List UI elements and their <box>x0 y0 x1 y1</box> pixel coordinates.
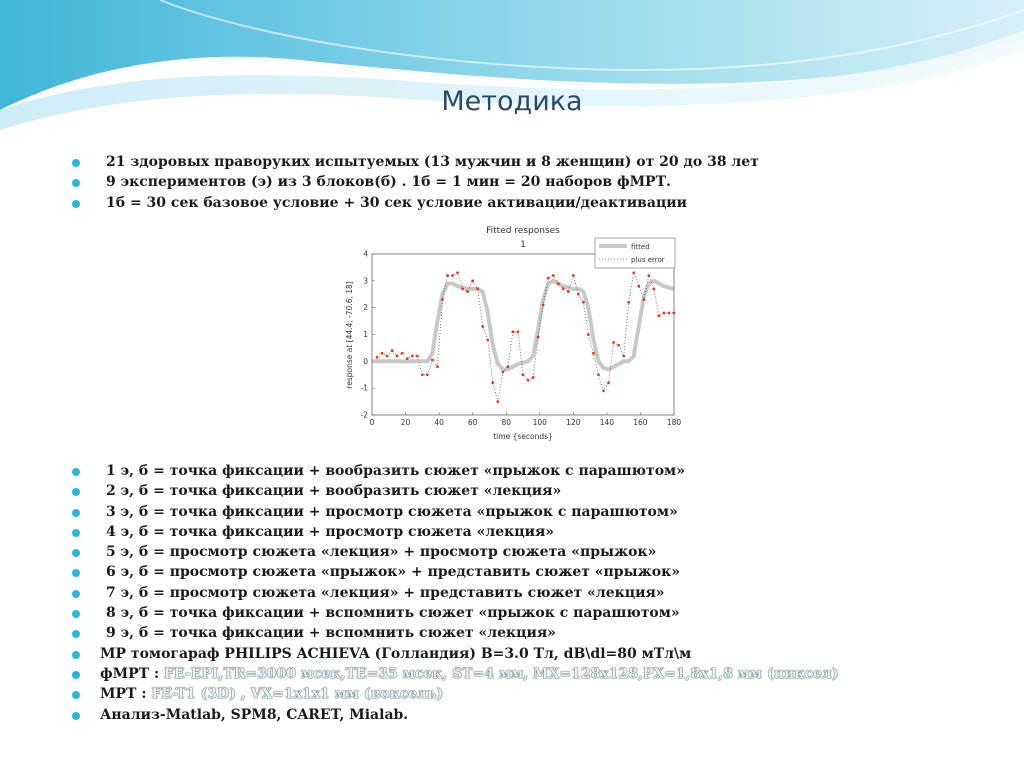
error-point <box>466 290 469 293</box>
x-tick-label: 20 <box>400 418 411 427</box>
legend-error-label: plus error <box>631 256 665 264</box>
error-point <box>632 271 635 274</box>
experiment-bullet-list <box>72 461 838 725</box>
error-point <box>396 355 399 358</box>
error-point <box>381 352 384 355</box>
error-point <box>461 287 464 290</box>
error-point <box>517 330 520 333</box>
error-point <box>436 365 439 368</box>
error-point <box>542 304 545 307</box>
error-point <box>622 355 625 358</box>
error-point <box>451 274 454 277</box>
error-point <box>486 338 489 341</box>
error-point <box>577 293 580 296</box>
mri-params-highlight: FE-T1 (3D) , VX=1x1x1 мм (воксель) <box>151 686 444 703</box>
y-tick-label: -1 <box>360 383 368 393</box>
x-tick-label: 160 <box>633 418 648 427</box>
error-point <box>572 274 575 277</box>
chart-subtitle: 1 <box>520 240 526 250</box>
slide-title: Методика <box>441 86 583 117</box>
error-point <box>481 325 484 328</box>
error-point <box>537 336 540 339</box>
x-tick-label: 140 <box>599 418 615 427</box>
error-point <box>663 312 666 315</box>
chart-x-label: time {seconds} <box>493 432 553 441</box>
error-point <box>557 282 560 285</box>
error-point <box>668 312 671 315</box>
fmri-params-highlight: FE-EPI,TR=3000 мсек,TE=35 мсек, ST=4 мм, MX=128x128,PX=1,8x1,8 мм (пиксел) <box>163 665 839 682</box>
error-point <box>562 287 565 290</box>
error-point <box>607 381 610 384</box>
error-point <box>496 400 499 403</box>
error-point <box>446 274 449 277</box>
bullet-block-structure: 1б = 30 сек базовое условие + 30 сек условие активации/деактивации <box>72 193 759 213</box>
error-point <box>658 314 661 317</box>
error-point <box>501 371 504 374</box>
error-point <box>522 373 525 376</box>
error-point <box>426 373 429 376</box>
y-tick-label: 3 <box>363 276 368 286</box>
bullet-experiment-9: 9 э, б = точка фиксации + вспомнить сюжет «лекция» <box>72 623 838 643</box>
bullet-experiments: 9 экспериментов (э) из 3 блоков(б) . 1б = 1 мин = 20 наборов фМРТ. <box>72 172 759 192</box>
error-point <box>642 298 645 301</box>
error-point <box>431 359 434 362</box>
bullet-experiment-4: 4 э, б = точка фиксации + просмотр сюжета «лекция» <box>72 522 838 542</box>
error-point <box>627 301 630 304</box>
bullet-subjects: 21 здоровых праворуких испытуемых (13 мужчин и 8 женщин) от 20 до 38 лет <box>72 152 759 172</box>
error-point <box>567 290 570 293</box>
x-tick-label: 0 <box>369 418 375 427</box>
error-point <box>617 344 620 347</box>
mri-prefix: МРТ : <box>100 686 152 703</box>
error-point <box>471 279 474 282</box>
x-tick-label: 40 <box>434 418 444 427</box>
error-point <box>456 271 459 274</box>
error-point <box>441 298 444 301</box>
error-point <box>582 301 585 304</box>
bullet-experiment-3: 3 э, б = точка фиксации + просмотр сюжета «прыжок с парашютом» <box>72 502 838 522</box>
error-point <box>587 333 590 336</box>
error-point <box>416 355 419 358</box>
bullet-mr-scanner: МР томогараф PHILIPS ACHIEVA (Голландия) B=3.0 Тл, dB\dl=80 мТл\м <box>72 644 838 664</box>
x-tick-label: 100 <box>532 418 547 427</box>
error-point <box>406 357 409 360</box>
error-point <box>592 352 595 355</box>
x-tick-label: 80 <box>501 418 511 427</box>
error-point <box>612 341 615 344</box>
error-point <box>547 277 550 280</box>
y-tick-label: 4 <box>363 249 368 259</box>
fitted-responses-chart <box>333 218 686 446</box>
error-point <box>527 379 530 382</box>
bullet-experiment-2: 2 э, б = точка фиксации + вообразить сюжет «лекция» <box>72 481 838 501</box>
bullet-fmri-params <box>72 664 838 684</box>
error-point <box>421 373 424 376</box>
y-tick-label: 2 <box>363 303 368 313</box>
bullet-experiment-1: 1 э, б = точка фиксации + вообразить сюжет «прыжок с парашютом» <box>72 461 838 481</box>
y-tick-label: 0 <box>363 356 368 366</box>
error-point <box>411 355 414 358</box>
x-tick-label: 60 <box>467 418 478 427</box>
intro-bullet-list <box>72 152 759 213</box>
bullet-experiment-8: 8 э, б = точка фиксации + вспомнить сюжет «прыжок с парашютом» <box>72 603 838 623</box>
legend-fitted-label: fitted <box>631 243 650 251</box>
y-tick-label: -2 <box>360 410 368 420</box>
error-point <box>512 330 515 333</box>
error-point <box>376 356 379 359</box>
chart-legend <box>595 238 675 268</box>
fmri-prefix: фМРТ : <box>100 665 164 682</box>
error-point <box>507 365 510 368</box>
error-point <box>637 285 640 288</box>
error-point <box>401 352 404 355</box>
error-point <box>532 376 535 379</box>
error-point <box>491 381 494 384</box>
bullet-experiment-6: 6 э, б = просмотр сюжета «прыжок» + представить сюжет «прыжок» <box>72 562 838 582</box>
chart-title: Fitted responses <box>486 226 560 236</box>
bullet-experiment-5: 5 э, б = просмотр сюжета «лекция» + просмотр сюжета «прыжок» <box>72 542 838 562</box>
error-point <box>552 274 555 277</box>
x-tick-label: 120 <box>566 418 581 427</box>
error-point <box>652 287 655 290</box>
error-point <box>647 274 650 277</box>
bullet-experiment-7: 7 э, б = просмотр сюжета «лекция» + представить сюжет «лекция» <box>72 583 838 603</box>
bullet-analysis-tools: Анализ-Matlab, SPM8, CARET, Mialab. <box>72 705 838 725</box>
header-wave-decoration <box>0 0 1024 140</box>
error-point <box>391 349 394 352</box>
x-tick-label: 180 <box>666 418 682 427</box>
error-point <box>386 355 389 358</box>
y-tick-label: 1 <box>363 330 368 339</box>
bullet-mri-params <box>72 684 838 704</box>
chart-y-label: response at [44.4, -70.6, 18] <box>345 281 354 389</box>
error-point <box>476 287 479 290</box>
error-point <box>602 389 605 392</box>
error-point <box>597 373 600 376</box>
